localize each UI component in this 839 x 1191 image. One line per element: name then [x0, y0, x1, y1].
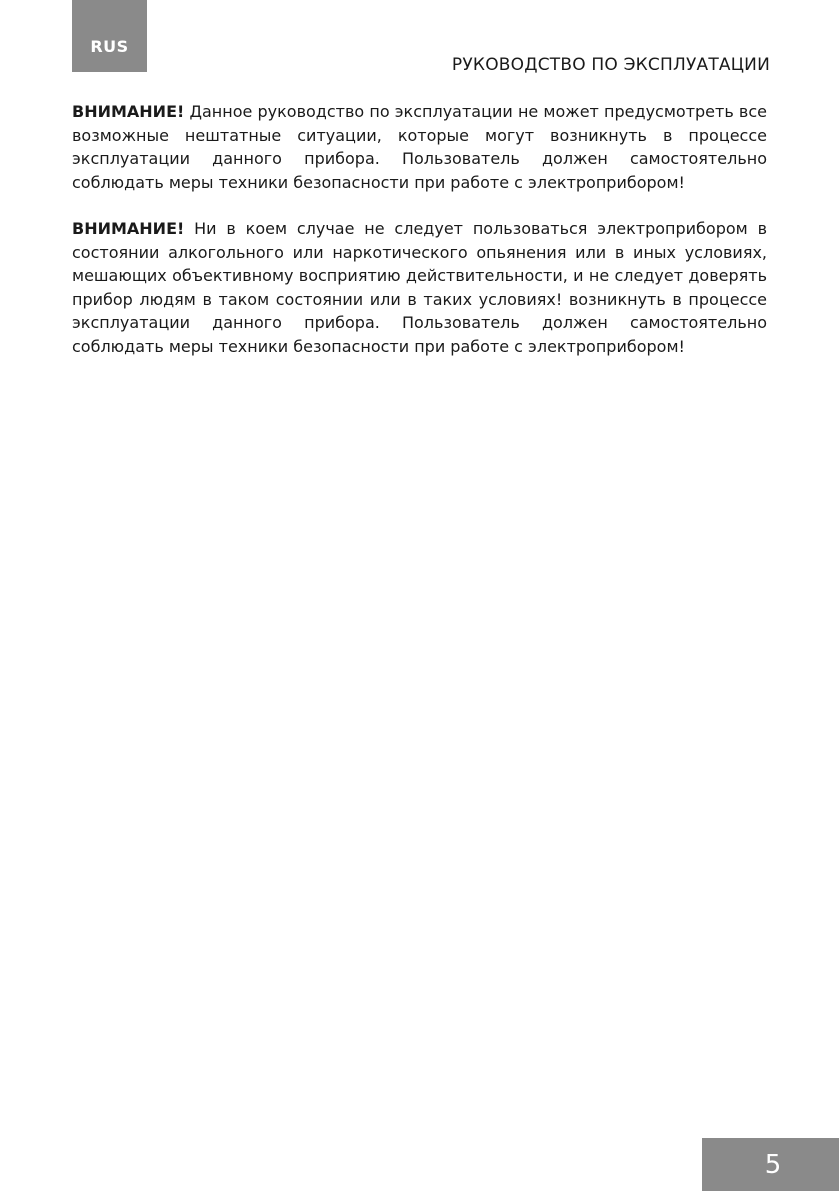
running-header: РУКОВОДСТВО ПО ЭКСПЛУАТАЦИИ: [451, 55, 770, 75]
language-tab: [72, 0, 147, 72]
warning-text: Данное руководство по эксплуатации не может предусмотреть все возможные нештатные ситуации, которые могут возникнуть в процессе эксплуатации данного прибора. Пользователь должен самостоятельно соблюдать меры техники безопасности при работе с электроприбором!: [72, 102, 767, 192]
warning-paragraph-1: [72, 100, 767, 194]
warning-label: ВНИМАНИЕ!: [72, 102, 185, 121]
warning-text: Ни в коем случае не следует пользоваться электроприбором в состоянии алкогольного или наркотического опьянения или в иных условиях, мешающих объективному восприятию действительности, и не следует доверять прибор людям в таком состоянии или в таких условиях! возникнуть в процессе эксплуатации данного прибора. Пользователь должен самостоятельно соблюдать меры техники безопасности при работе с электроприбором!: [72, 219, 767, 356]
page-content: [72, 100, 767, 381]
language-label: RUS: [90, 37, 129, 56]
page-number-tab: [702, 1138, 839, 1191]
page-number: 5: [764, 1149, 782, 1180]
warning-label: ВНИМАНИЕ!: [72, 219, 185, 238]
warning-paragraph-2: [72, 217, 767, 358]
